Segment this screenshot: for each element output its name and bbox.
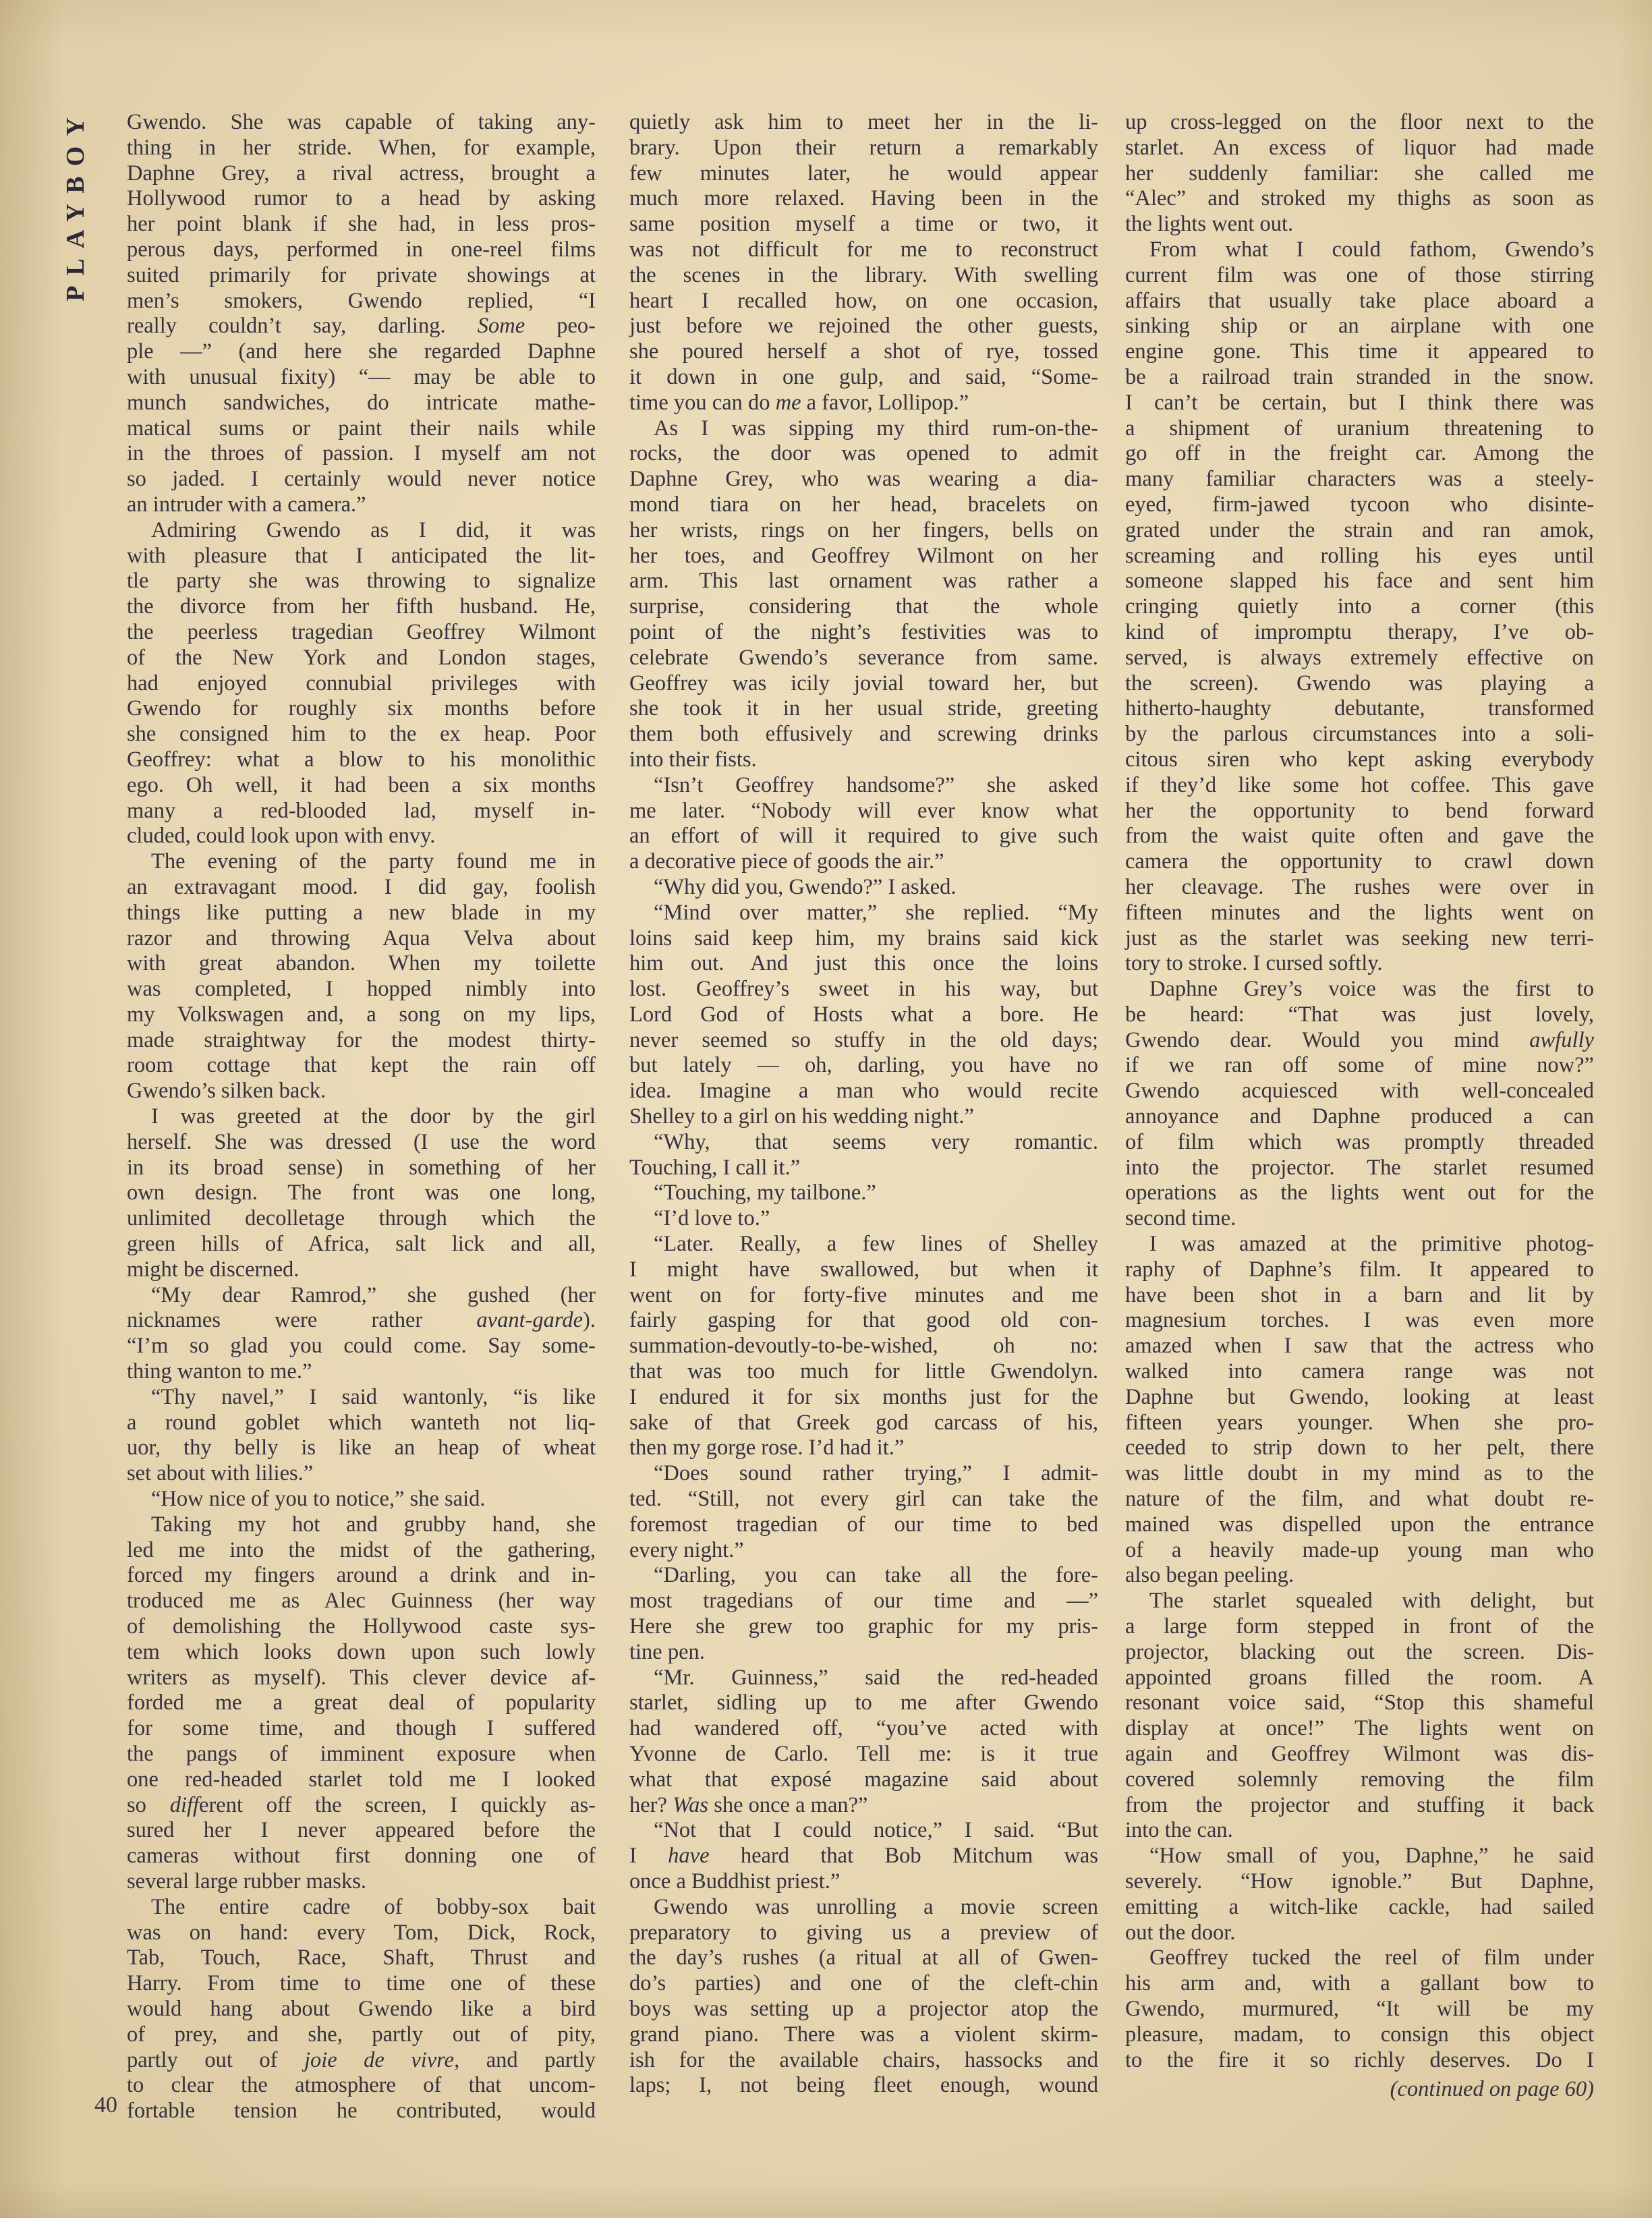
text-line: with unusual fixity) “— may be able to xyxy=(127,364,596,389)
text-line: severely. “How ignoble.” But Daphne, xyxy=(1125,1869,1594,1894)
text-line: in its broad sense) in something of her xyxy=(127,1155,596,1180)
text-line: mond tiara on her head, bracelets on xyxy=(629,492,1098,517)
text-line: much more relaxed. Having been in the xyxy=(629,186,1098,211)
text-line: the scenes in the library. With swelling xyxy=(629,262,1098,287)
text-line: the day’s rushes (a ritual at all of Gwen- xyxy=(629,1945,1098,1970)
text-line: surprise, considering that the whole xyxy=(629,594,1098,619)
text-line: amazed when I saw that the actress who xyxy=(1125,1334,1594,1359)
text-line: “Mr. Guinness,” said the red-headed xyxy=(654,1665,1098,1690)
text-line: “I’m so glad you could come. Say some- xyxy=(127,1334,596,1359)
text-line: the pangs of imminent exposure when xyxy=(127,1742,596,1766)
text-line: someone slapped his face and sent him xyxy=(1125,569,1594,594)
text-line: she poured herself a shot of rye, tossed xyxy=(629,339,1098,364)
text-line: “My dear Ramrod,” she gushed (her xyxy=(151,1282,596,1307)
text-line: Shelley to a girl on his wedding night.” xyxy=(629,1104,974,1129)
text-line: “Does sound rather trying,” I admit- xyxy=(654,1461,1098,1486)
magazine-spine-title: PLAYBOY xyxy=(61,107,90,302)
text-line: starlet. An excess of liquor had made xyxy=(1125,135,1594,160)
text-line: my Volkswagen and, a song on my lips, xyxy=(127,1002,596,1027)
text-line: perous days, performed in one-reel films xyxy=(127,237,596,262)
text-line: engine gone. This time it appeared to xyxy=(1125,339,1594,364)
text-line: idea. Imagine a man who would recite xyxy=(629,1079,1098,1104)
text-line: but lately — oh, darling, you have no xyxy=(629,1053,1098,1078)
text-line: “Isn’t Geoffrey handsome?” she asked xyxy=(654,772,1098,797)
text-line: served, is always extremely effective on xyxy=(1125,645,1594,670)
text-line: affairs that usually take place aboard a xyxy=(1125,288,1594,313)
text-line: have been shot in a barn and lit by xyxy=(1125,1282,1594,1307)
text-line: camera the opportunity to crawl down xyxy=(1125,849,1594,874)
text-line: “Why, that seems very romantic. xyxy=(654,1129,1098,1154)
text-line: “How small of you, Daphne,” he said xyxy=(1149,1844,1594,1869)
text-line: an extravagant mood. I did gay, foolish xyxy=(127,874,596,899)
text-line: suited primarily for private showings at xyxy=(127,262,596,287)
text-line: the lights went out. xyxy=(1125,212,1294,237)
text-line: her cleavage. The rushes were over in xyxy=(1125,874,1594,899)
text-line: Gwendo dear. Would you mind awfully xyxy=(1125,1027,1594,1052)
text-line: tory to stroke. I cursed softly. xyxy=(1125,951,1383,976)
text-line: them both effusively and screwing drinks xyxy=(629,722,1098,747)
text-line: “Alec” and stroked my thighs as soon as xyxy=(1125,186,1594,211)
text-line: really couldn’t say, darling. Some peo- xyxy=(127,314,596,339)
text-line: celebrate Gwendo’s severance from same. xyxy=(629,645,1098,670)
text-line: Gwendo for roughly six months before xyxy=(127,696,596,721)
page-number: 40 xyxy=(94,2093,117,2117)
text-line: out the door. xyxy=(1125,1920,1236,1945)
text-line: was on hand: every Tom, Dick, Rock, xyxy=(127,1920,596,1945)
text-line: screaming and rolling his eyes until xyxy=(1125,543,1594,568)
text-line: resonant voice said, “Stop this shameful xyxy=(1125,1690,1594,1715)
text-line: cringing quietly into a corner (this xyxy=(1125,594,1594,619)
text-line: fifteen years younger. When she pro- xyxy=(1125,1410,1594,1435)
text-line: by the parlous circumstances into a soli- xyxy=(1125,722,1594,747)
text-line: annoyance and Daphne produced a can xyxy=(1125,1104,1594,1129)
text-line: tine pen. xyxy=(629,1639,705,1664)
text-line: point of the night’s festivities was to xyxy=(629,619,1098,644)
text-line: forced my fingers around a drink and in- xyxy=(127,1563,596,1588)
text-line: “Thy navel,” I said wantonly, “is like xyxy=(151,1384,596,1409)
text-line: also began peeling. xyxy=(1125,1563,1294,1588)
text-line: kind of impromptu therapy, I’ve ob- xyxy=(1125,619,1594,644)
text-line: “Later. Really, a few lines of Shelley xyxy=(654,1232,1098,1257)
text-line: a decorative piece of goods the air.” xyxy=(629,849,944,874)
text-line: go off in the freight car. Among the xyxy=(1125,441,1594,466)
text-line: summation-devoutly-to-be-wished, oh no: xyxy=(629,1334,1098,1359)
text-line: loins said keep him, my brains said kick xyxy=(629,926,1098,950)
text-line: unlimited decolletage through which the xyxy=(127,1206,596,1231)
text-line: forded me a great deal of popularity xyxy=(127,1690,596,1715)
text-line: up cross-legged on the floor next to the xyxy=(1125,110,1594,134)
text-line: I was amazed at the primitive photog- xyxy=(1149,1232,1594,1257)
text-line: tem which looks down upon such lowly xyxy=(127,1639,596,1664)
text-line: into their fists. xyxy=(629,747,757,772)
text-line: an intruder with a camera.” xyxy=(127,492,366,517)
text-line: Taking my hot and grubby hand, she xyxy=(151,1512,596,1537)
text-line: I was greeted at the door by the girl xyxy=(151,1104,596,1129)
text-line: set about with lilies.” xyxy=(127,1461,314,1486)
text-line: her? Was she once a man?” xyxy=(629,1792,868,1817)
text-line: for some time, and though I suffered xyxy=(127,1716,596,1741)
text-line: covered solemnly removing the film xyxy=(1125,1767,1594,1792)
text-line: citous siren who kept asking everybody xyxy=(1125,747,1594,772)
text-line: of demolishing the Hollywood caste sys- xyxy=(127,1614,596,1639)
text-line: arm. This last ornament was rather a xyxy=(629,569,1098,594)
text-line: From what I could fathom, Gwendo’s xyxy=(1149,237,1594,262)
text-line: do’s parties) and one of the cleft-chin xyxy=(629,1971,1098,1996)
text-line: her wrists, rings on her fingers, bells on xyxy=(629,517,1098,542)
text-line: second time. xyxy=(1125,1206,1236,1231)
text-line: from the waist quite often and gave the xyxy=(1125,824,1594,849)
text-line: projector, blacking out the screen. Dis- xyxy=(1125,1639,1594,1664)
text-line: hitherto-haughty debutante, transformed xyxy=(1125,696,1594,721)
text-line: Yvonne de Carlo. Tell me: is it true xyxy=(629,1742,1098,1766)
text-line: to clear the atmosphere of that uncom- xyxy=(127,2073,596,2098)
text-line: raphy of Daphne’s film. It appeared to xyxy=(1125,1257,1594,1282)
text-line: had enjoyed connubial privileges with xyxy=(127,671,596,695)
text-line: sured her I never appeared before the xyxy=(127,1818,596,1843)
text-line: into the projector. The starlet resumed xyxy=(1125,1155,1594,1180)
text-line: Gwendo. She was capable of taking any- xyxy=(127,110,596,134)
text-line: might be discerned. xyxy=(127,1257,300,1282)
text-line: Admiring Gwendo as I did, it was xyxy=(151,517,596,542)
text-line: I endured it for six months just for the xyxy=(629,1384,1098,1409)
text-line: writers as myself). This clever device af- xyxy=(127,1665,596,1690)
text-line: sake of that Greek god carcass of his, xyxy=(629,1410,1098,1435)
text-line: an effort of will it required to give such xyxy=(629,824,1098,849)
text-line: boys was setting up a projector atop the xyxy=(629,1996,1098,2021)
text-line: fairly gasping for that good old con- xyxy=(629,1308,1098,1333)
text-line: had wandered off, “you’ve acted with xyxy=(629,1716,1098,1741)
text-line: cameras without first donning one of xyxy=(127,1844,596,1869)
text-line: brary. Upon their return a remarkably xyxy=(629,135,1098,160)
text-line: razor and throwing Aqua Velva about xyxy=(127,926,596,950)
text-line: grated under the strain and ran amok, xyxy=(1125,517,1594,542)
text-line: Lord God of Hosts what a bore. He xyxy=(629,1002,1098,1027)
text-line: again and Geoffrey Wilmont was dis- xyxy=(1125,1742,1594,1766)
text-line: to the fire it so richly deserves. Do I xyxy=(1125,2047,1594,2072)
text-line: most tragedians of our time and —” xyxy=(629,1589,1098,1614)
text-line: “Why did you, Gwendo?” I asked. xyxy=(654,874,957,899)
text-line: quietly ask him to meet her in the li- xyxy=(629,110,1098,134)
text-line: Gwendo’s silken back. xyxy=(127,1079,326,1104)
text-line: eyed, firm-jawed tycoon who disinte- xyxy=(1125,492,1594,517)
text-line: emitting a witch-like cackle, had sailed xyxy=(1125,1894,1594,1919)
text-line: the screen). Gwendo was playing a xyxy=(1125,671,1594,695)
text-line: thing in her stride. When, for example, xyxy=(127,135,596,160)
text-line: laps; I, not being fleet enough, wound xyxy=(629,2073,1098,2098)
text-line: once a Buddhist priest.” xyxy=(629,1869,841,1894)
text-line: starlet, sidling up to me after Gwendo xyxy=(629,1690,1098,1715)
text-line: “How nice of you to notice,” she said. xyxy=(151,1487,486,1512)
text-line: own design. The front was one long, xyxy=(127,1181,596,1205)
text-line: ted. “Still, not every girl can take the xyxy=(629,1487,1098,1512)
text-line: was little doubt in my mind as to the xyxy=(1125,1461,1594,1486)
text-line: display at once!” The lights went on xyxy=(1125,1716,1594,1741)
text-line: if they’d like some hot coffee. This gave xyxy=(1125,772,1594,797)
text-line: Geoffrey: what a blow to his monolithic xyxy=(127,747,596,772)
text-line: munch sandwiches, do intricate mathe- xyxy=(127,390,596,415)
text-line: just as the starlet was seeking new terri- xyxy=(1125,926,1594,950)
text-line: nicknames were rather avant-garde). xyxy=(127,1308,596,1333)
text-line: him out. And just this once the loins xyxy=(629,951,1098,976)
text-line: ish for the available chairs, hassocks and xyxy=(629,2047,1098,2072)
text-line: current film was one of those stirring xyxy=(1125,262,1594,287)
text-line: rocks, the door was opened to admit xyxy=(629,441,1098,466)
text-line: be a railroad train stranded in the snow. xyxy=(1125,364,1594,389)
text-line: me later. “Nobody will ever know what xyxy=(629,798,1098,823)
text-line: many familiar characters was a steely- xyxy=(1125,467,1594,492)
text-line: foremost tragedian of our time to bed xyxy=(629,1512,1098,1537)
text-line: a round goblet which wanteth not liq- xyxy=(127,1410,596,1435)
text-line: was not difficult for me to reconstruct xyxy=(629,237,1098,262)
text-line: thing wanton to me.” xyxy=(127,1359,312,1384)
text-line: one red-headed starlet told me I looked xyxy=(127,1767,596,1792)
text-line: grand piano. There was a violent skirm- xyxy=(629,2022,1098,2047)
text-line: be heard: “That was just lovely, xyxy=(1125,1002,1594,1027)
text-line: with pleasure that I anticipated the lit- xyxy=(127,543,596,568)
text-line: it down in one gulp, and said, “Some- xyxy=(629,364,1098,389)
text-line: that was too much for little Gwendolyn. xyxy=(629,1359,1098,1384)
text-line: preparatory to giving us a preview of xyxy=(629,1920,1098,1945)
text-line: few minutes later, he would appear xyxy=(629,161,1098,186)
text-line: so different off the screen, I quickly as- xyxy=(127,1792,596,1817)
text-line: “Not that I could notice,” I said. “But xyxy=(654,1818,1098,1843)
text-line: what that exposé magazine said about xyxy=(629,1767,1098,1792)
text-line: the peerless tragedian Geoffrey Wilmont xyxy=(127,619,596,644)
text-line: into the can. xyxy=(1125,1818,1233,1843)
text-line: (continued on page 60) xyxy=(1390,2077,1594,2102)
text-line: she took it in her usual stride, greeting xyxy=(629,696,1098,721)
text-line: “Touching, my tailbone.” xyxy=(654,1181,876,1205)
text-line: fifteen minutes and the lights went on xyxy=(1125,900,1594,925)
text-line: I have heard that Bob Mitchum was xyxy=(629,1844,1098,1869)
text-column-1 xyxy=(127,110,596,2124)
text-line: several large rubber masks. xyxy=(127,1869,366,1894)
text-line: Daphne Grey, a rival actress, brought a xyxy=(127,161,596,186)
text-line: mained was dispelled upon the entrance xyxy=(1125,1512,1594,1537)
text-column-2 xyxy=(629,110,1098,2099)
text-line: of the New York and London stages, xyxy=(127,645,596,670)
text-line: fortable tension he contributed, would xyxy=(127,2099,596,2124)
text-line: ceeded to strip down to her pelt, there xyxy=(1125,1435,1594,1460)
text-line: men’s smokers, Gwendo replied, “I xyxy=(127,288,596,313)
text-line: walked into camera range was not xyxy=(1125,1359,1594,1384)
text-line: tle party she was throwing to signalize xyxy=(127,569,596,594)
text-line: her the opportunity to bend forward xyxy=(1125,798,1594,823)
text-line: went on for forty-five minutes and me xyxy=(629,1282,1098,1307)
text-line: Harry. From time to time one of these xyxy=(127,1971,596,1996)
text-line: his arm and, with a gallant bow to xyxy=(1125,1971,1594,1996)
text-line: ple —” (and here she regarded Daphne xyxy=(127,339,596,364)
text-line: Tab, Touch, Race, Shaft, Thrust and xyxy=(127,1945,596,1970)
text-line: Daphne Grey, who was wearing a dia- xyxy=(629,467,1098,492)
text-line: of prey, and she, partly out of pity, xyxy=(127,2022,596,2047)
text-line: partly out of joie de vivre, and partly xyxy=(127,2047,596,2072)
text-line: a shipment of uranium threatening to xyxy=(1125,416,1594,440)
text-line: troduced me as Alec Guinness (her way xyxy=(127,1589,596,1614)
text-line: just before we rejoined the other guests, xyxy=(629,314,1098,339)
text-line: cluded, could look upon with envy. xyxy=(127,824,436,849)
text-line: herself. She was dressed (I use the word xyxy=(127,1129,596,1154)
text-line: the divorce from her fifth husband. He, xyxy=(127,594,596,619)
text-line: led me into the midst of the gathering, xyxy=(127,1537,596,1562)
text-line: Here she grew too graphic for my pris- xyxy=(629,1614,1098,1639)
text-line: The starlet squealed with delight, but xyxy=(1149,1589,1594,1614)
text-line: room cottage that kept the rain off xyxy=(127,1053,596,1078)
text-line: matical sums or paint their nails while xyxy=(127,416,596,440)
text-line: The evening of the party found me in xyxy=(151,849,596,874)
text-line: was completed, I hopped nimbly into xyxy=(127,977,596,1002)
text-line: time you can do me a favor, Lollipop.” xyxy=(629,390,969,415)
text-line: As I was sipping my third rum-on-the- xyxy=(654,416,1098,440)
text-line: things like putting a new blade in my xyxy=(127,900,596,925)
text-line: never seemed so stuffy in the old days; xyxy=(629,1027,1098,1052)
text-line: her suddenly familiar: she called me xyxy=(1125,161,1594,186)
text-line: her point blank if she had, in less pros- xyxy=(127,212,596,237)
text-line: same position myself a time or two, it xyxy=(629,212,1098,237)
text-line: Hollywood rumor to a head by asking xyxy=(127,186,596,211)
text-line: “Mind over matter,” she replied. “My xyxy=(654,900,1098,925)
text-line: Daphne Grey’s voice was the first to xyxy=(1149,977,1594,1002)
text-line: from the projector and stuffing it back xyxy=(1125,1792,1594,1817)
text-line: Gwendo was unrolling a movie screen xyxy=(654,1894,1098,1919)
text-line: I might have swallowed, but when it xyxy=(629,1257,1098,1282)
text-line: green hills of Africa, salt lick and all, xyxy=(127,1232,596,1257)
text-line: in the throes of passion. I myself am not xyxy=(127,441,596,466)
text-line: nature of the film, and what doubt re- xyxy=(1125,1487,1594,1512)
text-line: many a red-blooded lad, myself in- xyxy=(127,798,596,823)
text-line: made straightway for the modest thirty- xyxy=(127,1027,596,1052)
text-line: a large form stepped in front of the xyxy=(1125,1614,1594,1639)
text-line: ego. Oh well, it had been a six months xyxy=(127,772,596,797)
text-line: she consigned him to the ex heap. Poor xyxy=(127,722,596,747)
text-line: uor, thy belly is like an heap of wheat xyxy=(127,1435,596,1460)
text-line: her toes, and Geoffrey Wilmont on her xyxy=(629,543,1098,568)
text-line: I can’t be certain, but I think there was xyxy=(1125,390,1594,415)
text-line: operations as the lights went out for the xyxy=(1125,1181,1594,1205)
text-line: if we ran off some of mine now?” xyxy=(1125,1053,1594,1078)
text-line: “I’d love to.” xyxy=(654,1206,770,1231)
text-line: heart I recalled how, on one occasion, xyxy=(629,288,1098,313)
text-line: pleasure, madam, to consign this object xyxy=(1125,2022,1594,2047)
text-line: Geoffrey tucked the reel of film under xyxy=(1149,1945,1594,1970)
text-line: would hang about Gwendo like a bird xyxy=(127,1996,596,2021)
text-line: of film which was promptly threaded xyxy=(1125,1129,1594,1154)
text-line: Daphne but Gwendo, looking at least xyxy=(1125,1384,1594,1409)
text-line: The entire cadre of bobby-sox bait xyxy=(151,1894,596,1919)
text-line: of a heavily made-up young man who xyxy=(1125,1537,1594,1562)
text-line: magnesium torches. I was even more xyxy=(1125,1308,1594,1333)
text-line: “Darling, you can take all the fore- xyxy=(654,1563,1098,1588)
text-line: Geoffrey was icily jovial toward her, but xyxy=(629,671,1098,695)
text-line: sinking ship or an airplane with one xyxy=(1125,314,1594,339)
text-line: then my gorge rose. I’d had it.” xyxy=(629,1435,905,1460)
text-line: lost. Geoffrey’s sweet in his way, but xyxy=(629,977,1098,1002)
text-line: so jaded. I certainly would never notice xyxy=(127,467,596,492)
text-column-3 xyxy=(1125,110,1594,2103)
text-line: Gwendo, murmured, “It will be my xyxy=(1125,1996,1594,2021)
text-line: every night.” xyxy=(629,1537,744,1562)
text-line: with great abandon. When my toilette xyxy=(127,951,596,976)
text-line: appointed groans filled the room. A xyxy=(1125,1665,1594,1690)
text-line: Gwendo acquiesced with well-concealed xyxy=(1125,1079,1594,1104)
text-line: Touching, I call it.” xyxy=(629,1155,801,1180)
